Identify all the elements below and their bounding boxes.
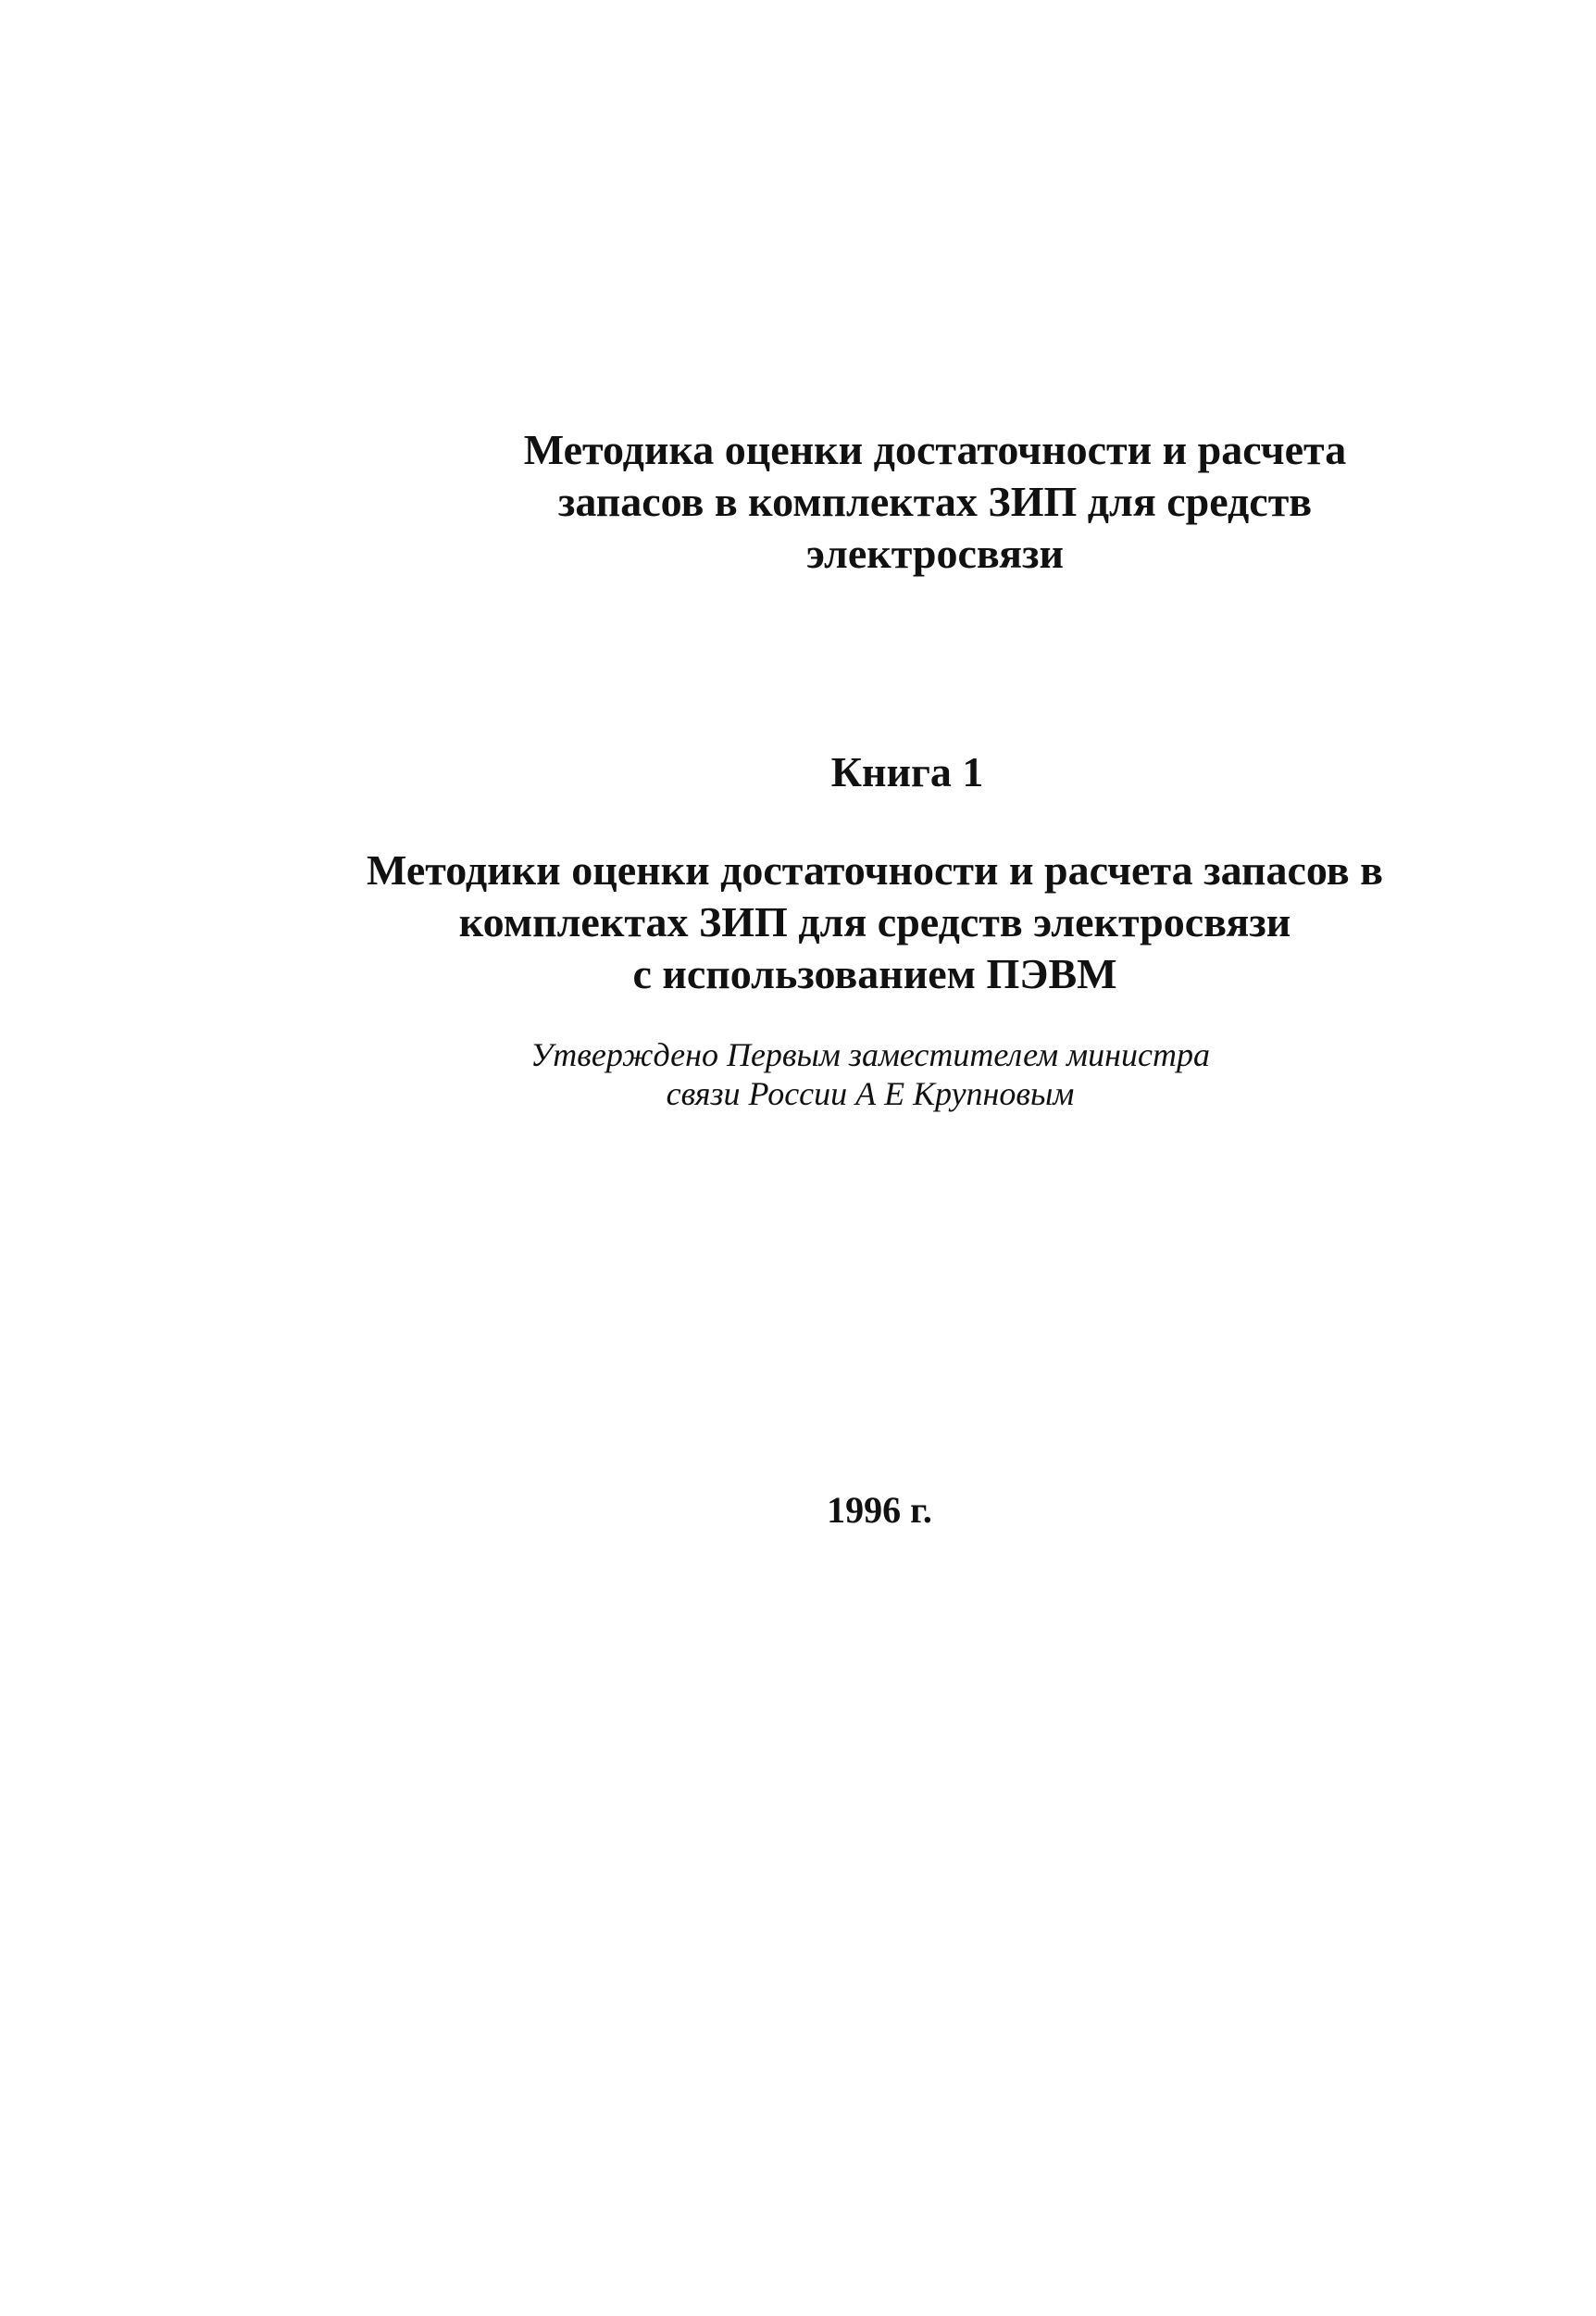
book-subtitle: [333, 845, 1416, 1000]
subtitle-line-3: с использованием ПЭВМ: [632, 950, 1117, 997]
title-line-2: запасов в комплектах ЗИП для средств: [557, 478, 1313, 525]
approval-note: [444, 1035, 1296, 1113]
title-line-1: Методика оценки достаточности и расчета: [523, 426, 1347, 473]
document-title: [500, 424, 1370, 580]
approval-line-2: связи России А Е Крупновым: [666, 1075, 1075, 1112]
book-label: Книга 1: [830, 748, 984, 795]
publication-year: 1996 г.: [827, 1489, 932, 1531]
approval-line-1: Утверждено Первым заместителем министра: [530, 1036, 1210, 1073]
title-line-3: электросвязи: [805, 530, 1065, 577]
subtitle-line-2: комплектах ЗИП для средств электросвязи: [458, 898, 1291, 945]
subtitle-line-1: Методики оценки достаточности и расчета запасов в: [367, 846, 1383, 894]
